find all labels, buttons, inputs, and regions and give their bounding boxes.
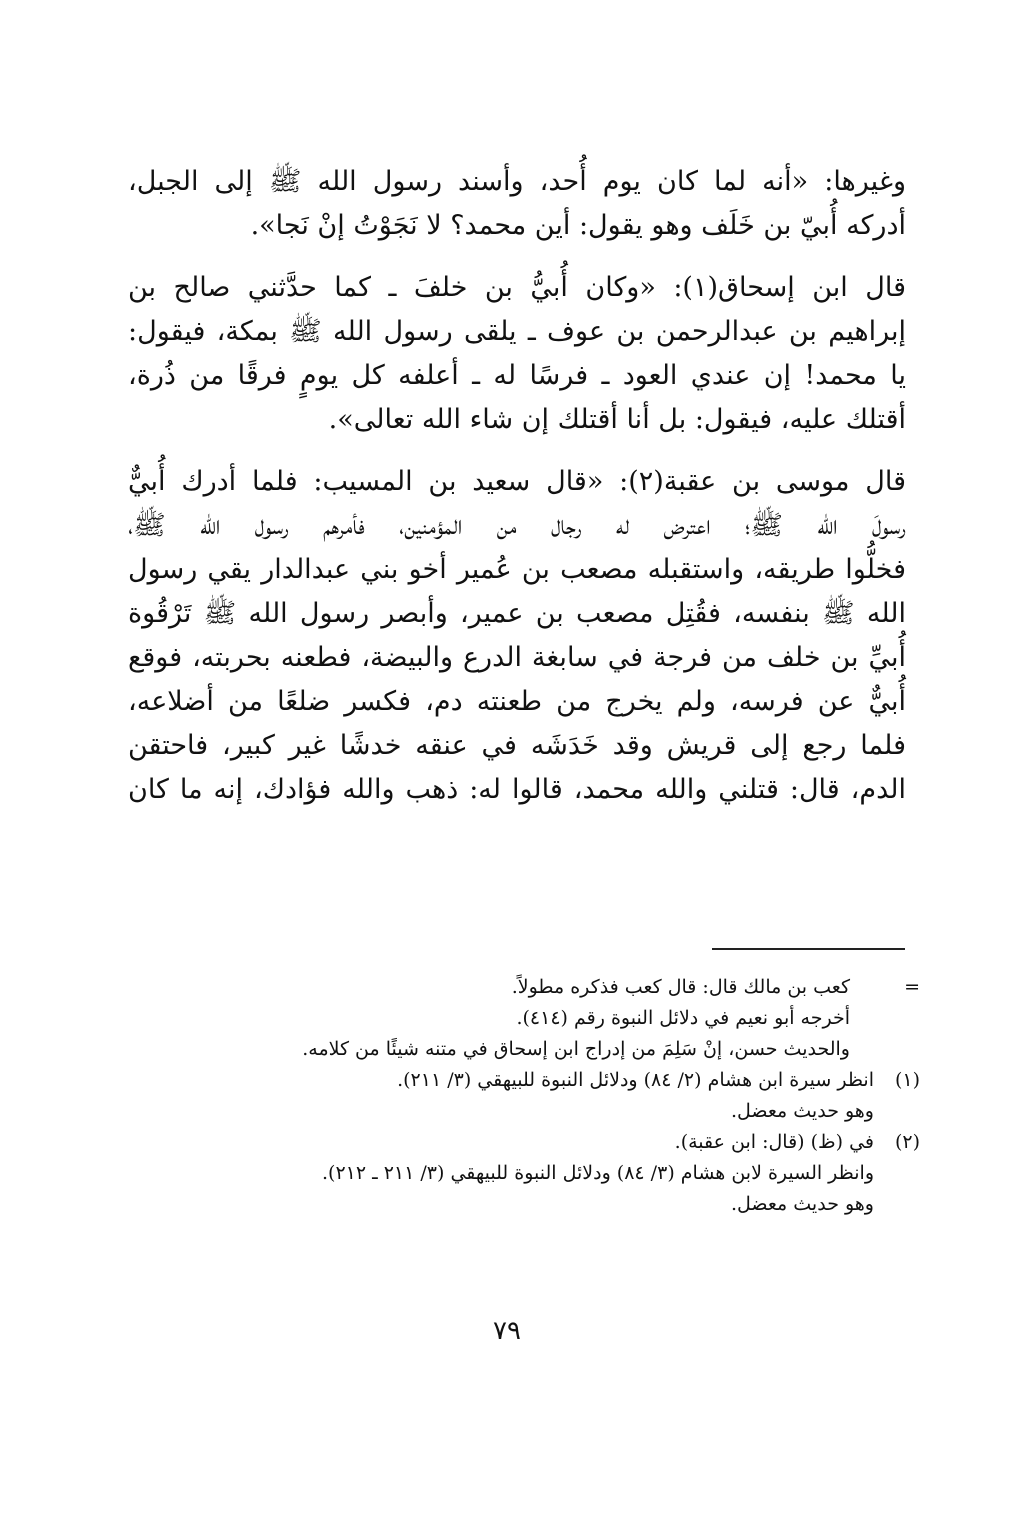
footnote-line-row	[140, 1158, 920, 1189]
footnote-continuation	[140, 972, 920, 1003]
footnote-line: وانظر السيرة لابن هشام (٣/ ٨٤) ودلائل النبوة للبيهقي (٣/ ٢١١ ـ ٢١٢).	[321, 1162, 874, 1184]
footnote-2	[140, 1127, 920, 1158]
text-line: فخلُّوا طريقه، واستقبله مصعب بن عُمير أخو بني عبدالدار يقي رسول	[128, 554, 906, 585]
footnote-line: أخرجه أبو نعيم في دلائل النبوة رقم (٤١٤).	[516, 1007, 850, 1029]
paragraph-3	[128, 460, 906, 812]
footnote-line: وهو حديث معضل.	[730, 1193, 874, 1215]
footnote-1	[140, 1065, 920, 1096]
text-line: الله ﷺ بنفسه، فقُتِل مصعب بن عمير، وأبصر رسول الله ﷺ تَرْقُوة	[128, 598, 906, 629]
footnote-line: كعب بن مالك قال: قال كعب فذكره مطولاً.	[511, 976, 850, 998]
footnote-line: في (ظ) (قال: ابن عقبة).	[674, 1131, 874, 1153]
main-text	[128, 160, 906, 830]
text-line: الدم، قال: قتلني والله محمد، قالوا له: ذهب والله فؤادك، إنه ما كان	[128, 774, 906, 805]
footnote-separator	[712, 948, 905, 950]
text-line: فلما رجع إلى قريش وقد خَدَشَه في عنقه خدشًا غير كبير، فاحتقن	[128, 730, 906, 761]
footnote-marker: (٢)	[894, 1131, 920, 1153]
footnote-line-row	[140, 1034, 920, 1065]
text-line: قال ابن إسحاق(١): «وكان أُبيُّ بن خلفَ ـ كما حدَّثني صالح بن	[128, 272, 906, 303]
text-line: إبراهيم بن عبدالرحمن بن عوف ـ يلقى رسول الله ﷺ بمكة، فيقول:	[128, 316, 906, 347]
paragraph-1	[128, 160, 906, 248]
text-line: أقتلك عليه، فيقول: بل أنا أقتلك إن شاء الله تعالى».	[328, 404, 906, 435]
footnote-line: والحديث حسن، إنْ سَلِمَ من إدراج ابن إسحاق في متنه شيئًا من كلامه.	[302, 1038, 850, 1060]
text-line: أُبيِّ بن خلف من فرجة في سابغة الدرع والبيضة، فطعنه بحربته، فوقع	[128, 642, 906, 673]
footnote-line-row	[140, 1096, 920, 1127]
text-line: وغيرها: «أنه لما كان يوم أُحد، وأسند رسول الله ﷺ إلى الجبل،	[128, 166, 906, 197]
paragraph-2	[128, 266, 906, 442]
text-line: أُبيٌّ عن فرسه، ولم يخرج من طعنته دم، فكسر ضلعًا من أضلاعه،	[128, 686, 906, 717]
footnote-marker: (١)	[894, 1069, 920, 1091]
text-line: قال موسى بن عقبة(٢): «قال سعيد بن المسيب: فلما أدرك أُبيٌّ	[128, 466, 906, 497]
footnote-line: انظر سيرة ابن هشام (٢/ ٨٤) ودلائل النبوة للبيهقي (٣/ ٢١١).	[397, 1069, 874, 1091]
footnote-line-row	[140, 1003, 920, 1034]
continuation-mark: =	[904, 976, 920, 998]
page-number: ٧٩	[493, 1316, 521, 1346]
text-line: يا محمد! إن عندي العود ـ فرسًا له ـ أعلفه كل يومٍ فرقًا من ذُرة،	[128, 360, 906, 391]
footnote-line-row	[140, 1189, 920, 1220]
footnote-line: وهو حديث معضل.	[730, 1100, 874, 1122]
text-line: أدركه أُبيّ بن خَلَف وهو يقول: أين محمد؟ لا نَجَوْتُ إنْ نَجا».	[250, 210, 906, 241]
text-line: رسولَ الله ﷺ؛ اعترض له رجال من المؤمنين، فأمرهم رسول الله ﷺ،	[128, 510, 906, 541]
footnotes	[140, 972, 920, 1220]
